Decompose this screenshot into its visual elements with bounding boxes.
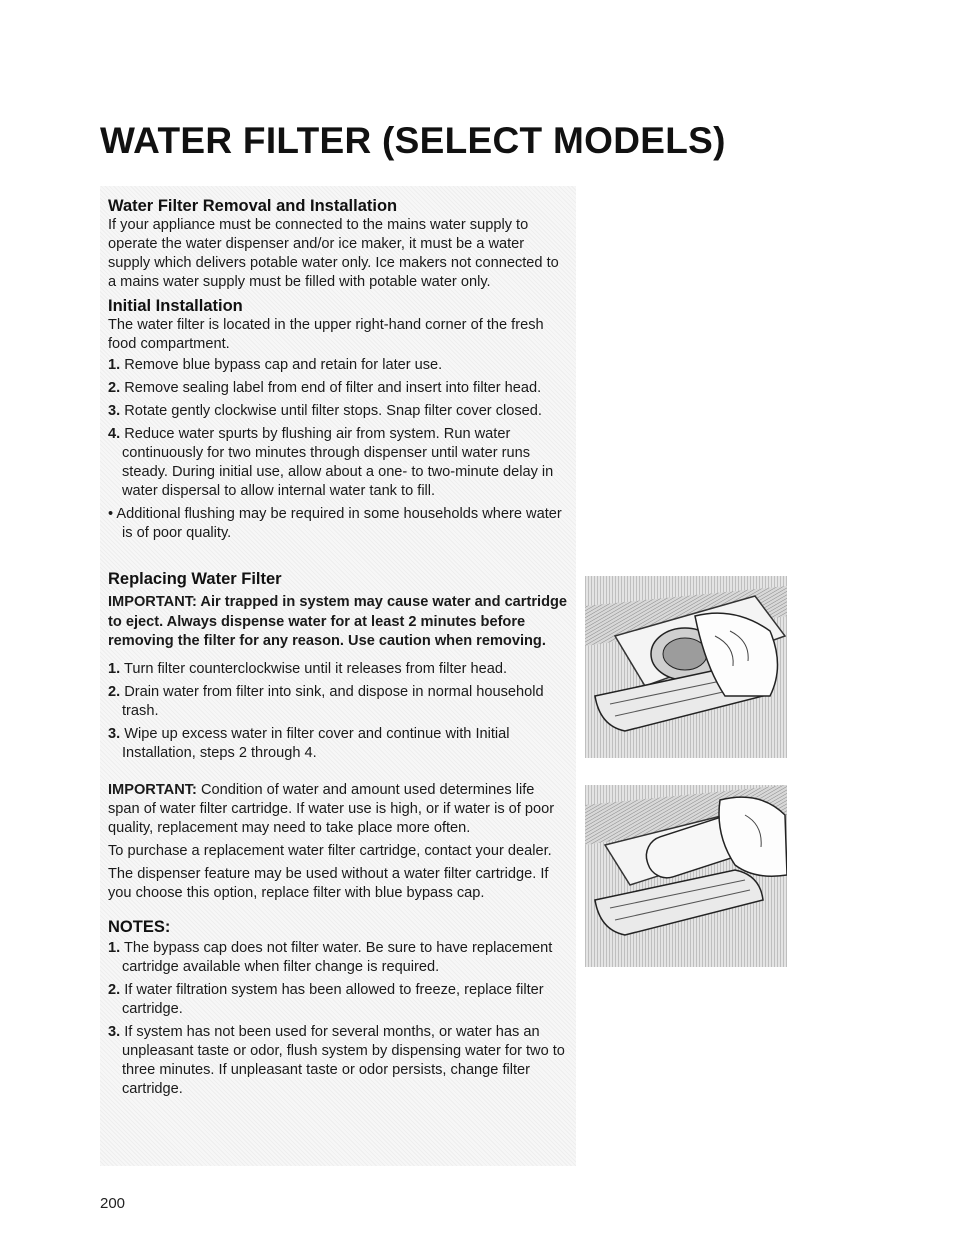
list-item: 1. Remove blue bypass cap and retain for later use. — [108, 357, 443, 373]
page-title: WATER FILTER (SELECT MODELS) — [100, 120, 726, 161]
filter-installation-illustration — [585, 785, 787, 967]
list-item: 3. Rotate gently clockwise until filter stops. Snap filter cover closed. — [108, 403, 542, 419]
list-item: 4. Reduce water spurts by flushing air from system. Run water continuously for two minutes through dispenser until water runs steady. During initial use, allow about a one- to two-minute delay in water dispersal to allow internal water tank to fill. — [108, 426, 554, 499]
mains-water-paragraph: If your appliance must be connected to the mains water supply to operate the water dispenser and/or ice maker, it must be a water supply which delivers potable water only. Ice makers not connected to a mains water supply must be filled with potable water only. — [108, 217, 559, 290]
list-item: • Additional flushing may be required in some households where water is of poor quality. — [108, 506, 562, 541]
notes-list — [108, 939, 568, 1099]
replacing-filter-steps — [108, 660, 568, 763]
section-heading-initial-installation: Initial Installation — [108, 297, 243, 315]
list-item: 3. Wipe up excess water in filter cover and continue with Initial Installation, steps 2 through 4. — [108, 725, 510, 761]
important-condition-paragraph: IMPORTANT: Condition of water and amount used determines life span of water filter cartridge. If water use is high, or if water is of poor quality, replacement may need to take place more often. — [108, 781, 555, 836]
page-number: 200 — [100, 1195, 126, 1212]
list-item: 1. Turn filter counterclockwise until it releases from filter head. — [108, 660, 508, 677]
list-item: 3. If system has not been used for several months, or water has an unpleasant taste or odor, flush system by dispensing water for two to three minutes. If unpleasant taste or odor persists, change filter cartridge. — [108, 1023, 565, 1097]
important-warning: IMPORTANT: Air trapped in system may cause water and cartridge to eject. Always dispense water for at least 2 minutes before removing the filter for any reason. Use caution when removing. — [108, 594, 568, 649]
content-panel — [100, 186, 576, 1166]
filter-location-paragraph: The water filter is located in the upper right-hand corner of the fresh food compartment. — [108, 317, 544, 352]
list-item: 1. The bypass cap does not filter water. Be sure to have replacement cartridge available when filter change is required. — [108, 939, 553, 975]
section-heading-removal-installation: Water Filter Removal and Installation — [108, 197, 398, 215]
filter-removal-illustration — [585, 576, 787, 758]
list-item: 2. If water filtration system has been allowed to freeze, replace filter cartridge. — [108, 981, 544, 1017]
section-heading-replacing-filter: Replacing Water Filter — [108, 570, 282, 588]
dispenser-paragraph: The dispenser feature may be used without a water filter cartridge. If you choose this option, replace filter with blue bypass cap. — [108, 865, 549, 901]
list-item: 2. Remove sealing label from end of filter and insert into filter head. — [108, 380, 542, 396]
initial-installation-steps — [108, 356, 568, 543]
purchase-paragraph: To purchase a replacement water filter cartridge, contact your dealer. — [108, 842, 552, 859]
list-item: 2. Drain water from filter into sink, and dispose in normal household trash. — [108, 683, 544, 719]
notes-heading: NOTES: — [108, 917, 171, 936]
